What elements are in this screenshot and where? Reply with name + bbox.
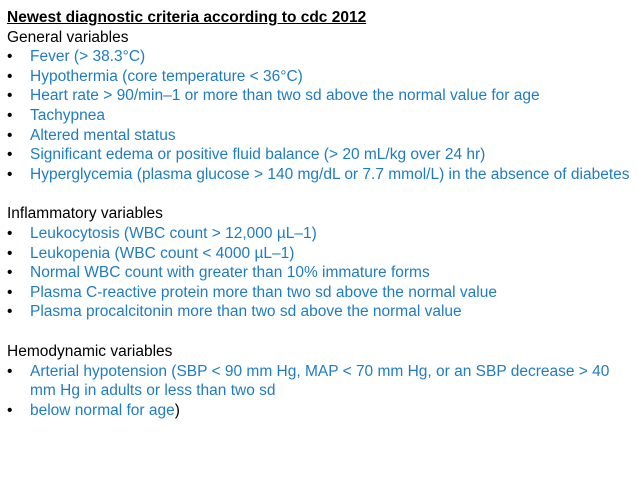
slide-content bbox=[7, 8, 632, 420]
inflammatory-variables-list bbox=[7, 224, 632, 322]
list-item bbox=[7, 263, 632, 283]
list-item bbox=[7, 401, 632, 421]
list-item-text: Normal WBC count with greater than 10% immature forms bbox=[30, 264, 430, 282]
list-item bbox=[7, 302, 632, 322]
list-item-text: Arterial hypotension (SBP < 90 mm Hg, MAP < 70 mm Hg, or an SBP decrease > 40 mm Hg in adults or less than two sd bbox=[30, 362, 610, 400]
list-item bbox=[7, 283, 632, 303]
list-item bbox=[7, 126, 632, 146]
section-heading-general: General variables bbox=[7, 28, 129, 46]
section-heading-inflammatory: Inflammatory variables bbox=[7, 205, 163, 223]
bullet-icon: • bbox=[7, 303, 13, 321]
list-item bbox=[7, 47, 632, 67]
section-spacer bbox=[7, 322, 632, 342]
bullet-icon: • bbox=[7, 264, 13, 282]
hemodynamic-variables-list bbox=[7, 362, 632, 421]
list-item-text: below normal for age bbox=[30, 401, 175, 419]
bullet-icon: • bbox=[7, 362, 13, 380]
bullet-icon: • bbox=[7, 244, 13, 262]
bullet-icon: • bbox=[7, 67, 13, 85]
bullet-icon: • bbox=[7, 146, 13, 164]
bullet-icon: • bbox=[7, 106, 13, 124]
closing-paren: ) bbox=[174, 401, 180, 419]
bullet-icon: • bbox=[7, 48, 13, 66]
slide-title: Newest diagnostic criteria according to cdc 2012 bbox=[7, 9, 367, 26]
list-item-text: Hypothermia (core temperature < 36°C) bbox=[30, 67, 303, 85]
list-item bbox=[7, 224, 632, 244]
list-item-text: Tachypnea bbox=[30, 106, 105, 124]
list-item-text: Altered mental status bbox=[30, 126, 176, 144]
list-item bbox=[7, 244, 632, 264]
list-item bbox=[7, 86, 632, 106]
bullet-icon: • bbox=[7, 401, 13, 419]
list-item-text: Leukopenia (WBC count < 4000 µL–1) bbox=[30, 244, 295, 262]
bullet-icon: • bbox=[7, 283, 13, 301]
general-variables-list bbox=[7, 47, 632, 184]
section-heading-hemodynamic: Hemodynamic variables bbox=[7, 342, 173, 360]
bullet-icon: • bbox=[7, 165, 13, 183]
list-item bbox=[7, 67, 632, 87]
list-item-text: Heart rate > 90/min–1 or more than two sd above the normal value for age bbox=[30, 87, 540, 105]
bullet-icon: • bbox=[7, 126, 13, 144]
list-item-text: Significant edema or positive fluid balance (> 20 mL/kg over 24 hr) bbox=[30, 146, 486, 164]
bullet-icon: • bbox=[7, 87, 13, 105]
list-item-text: Plasma procalcitonin more than two sd above the normal value bbox=[30, 303, 462, 321]
section-spacer bbox=[7, 184, 632, 204]
list-item-text: Fever (> 38.3°C) bbox=[30, 48, 146, 66]
list-item bbox=[7, 362, 632, 401]
bullet-icon: • bbox=[7, 224, 13, 242]
list-item-text: Hyperglycemia (plasma glucose > 140 mg/dL or 7.7 mmol/L) in the absence of diabetes bbox=[30, 165, 630, 183]
list-item bbox=[7, 165, 632, 185]
list-item-text: Leukocytosis (WBC count > 12,000 µL–1) bbox=[30, 224, 317, 242]
list-item bbox=[7, 145, 632, 165]
list-item bbox=[7, 106, 632, 126]
list-item-text: Plasma C-reactive protein more than two sd above the normal value bbox=[30, 283, 497, 301]
